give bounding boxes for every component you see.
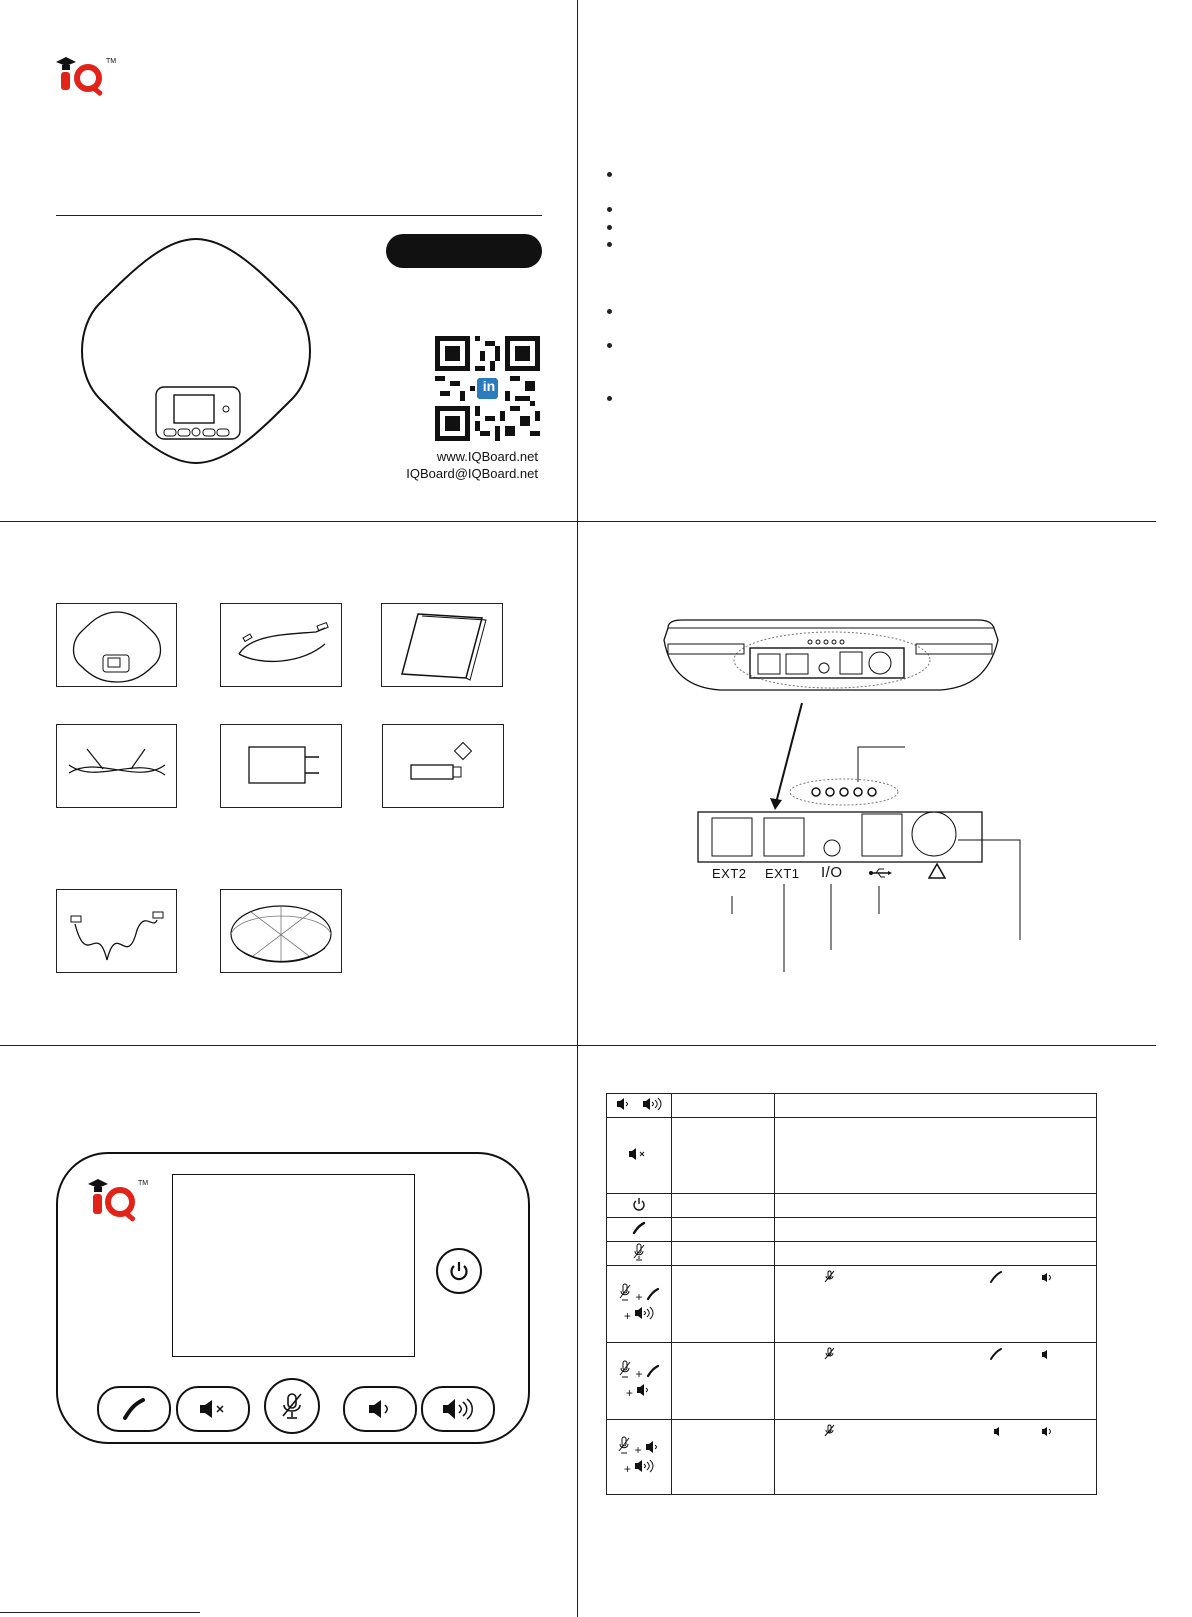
item-usb-dongle: [382, 724, 504, 808]
mute-mic-icon: [632, 1243, 646, 1261]
bullet-2: [607, 207, 612, 212]
item-usb-cable: [220, 603, 342, 687]
call-icon: [632, 1221, 646, 1235]
brand-logo: [52, 54, 122, 98]
call-icon: [121, 1396, 147, 1422]
qr-code: [435, 336, 540, 441]
cover-rule: [56, 215, 542, 216]
volume-up-button[interactable]: [421, 1386, 495, 1432]
mute-speaker-icon: [196, 1397, 230, 1421]
email-text[interactable]: IQBoard@IQBoard.net: [406, 466, 538, 481]
title-pill: [386, 234, 542, 268]
plus-sign: +: [634, 1443, 642, 1457]
bullet-7: [607, 396, 612, 401]
table-row: [607, 1343, 1097, 1420]
control-panel-logo: [84, 1176, 154, 1224]
item-audio-cable: [56, 724, 177, 808]
table-row: [607, 1194, 1097, 1218]
volume-down-button[interactable]: [343, 1386, 417, 1432]
table-row: [607, 1094, 1097, 1118]
mic-mute-button[interactable]: [264, 1378, 320, 1434]
table-row: [607, 1420, 1097, 1495]
table-row: [607, 1218, 1097, 1242]
website-text[interactable]: www.IQBoard.net: [436, 449, 538, 464]
volume-up-icon: [642, 1097, 662, 1111]
call-button[interactable]: [97, 1386, 171, 1432]
mute-speaker-icon: [628, 1147, 650, 1161]
port-label-ext2: EXT2: [712, 866, 747, 881]
usb-icon: [868, 866, 892, 880]
plus-sign: +: [635, 1290, 643, 1304]
item-manual: [381, 603, 503, 687]
plus-sign: +: [635, 1367, 643, 1381]
plus-sign: +: [623, 1462, 631, 1476]
port-label-ext1: EXT1: [765, 866, 800, 881]
volume-up-icon: [439, 1395, 477, 1423]
power-icon: [632, 1197, 646, 1211]
volume-down-icon: [363, 1397, 397, 1421]
svg-text:TM: TM: [138, 1180, 149, 1187]
table-row: [607, 1242, 1097, 1266]
item-expansion-mic: [220, 889, 342, 973]
speakerphone-illustration: [78, 233, 314, 469]
panel-divider-vertical: [577, 0, 578, 1617]
panel-divider-middle: [0, 1045, 1156, 1046]
item-network-cable: [56, 889, 177, 973]
port-label-io: I/O: [821, 864, 843, 881]
ports-detail: [690, 700, 1030, 990]
plus-sign: +: [625, 1386, 633, 1400]
bullet-4: [607, 242, 612, 247]
speaker-mute-button[interactable]: [176, 1386, 250, 1432]
bullet-5: [607, 309, 612, 314]
mute-mic-icon: [279, 1391, 305, 1421]
bullet-3: [607, 225, 612, 230]
table-row: [607, 1266, 1097, 1343]
plus-sign: +: [623, 1309, 631, 1323]
item-speakerphone: [56, 603, 177, 687]
bullet-1: [607, 172, 612, 177]
footer-rule: [0, 1612, 200, 1613]
bullet-6: [607, 343, 612, 348]
panel-divider-top: [0, 521, 1156, 522]
triangle-icon: [928, 863, 946, 879]
display-screen: [172, 1174, 415, 1357]
trademark-text: TM: [106, 58, 117, 65]
linkedin-icon: in: [482, 378, 496, 394]
power-icon: [448, 1260, 470, 1282]
table-row: [607, 1118, 1097, 1194]
item-power-adapter: [220, 724, 342, 808]
volume-down-icon: [616, 1097, 632, 1111]
device-side-view: [660, 618, 1000, 693]
function-table: [606, 1093, 1097, 1495]
power-button[interactable]: [436, 1248, 482, 1294]
